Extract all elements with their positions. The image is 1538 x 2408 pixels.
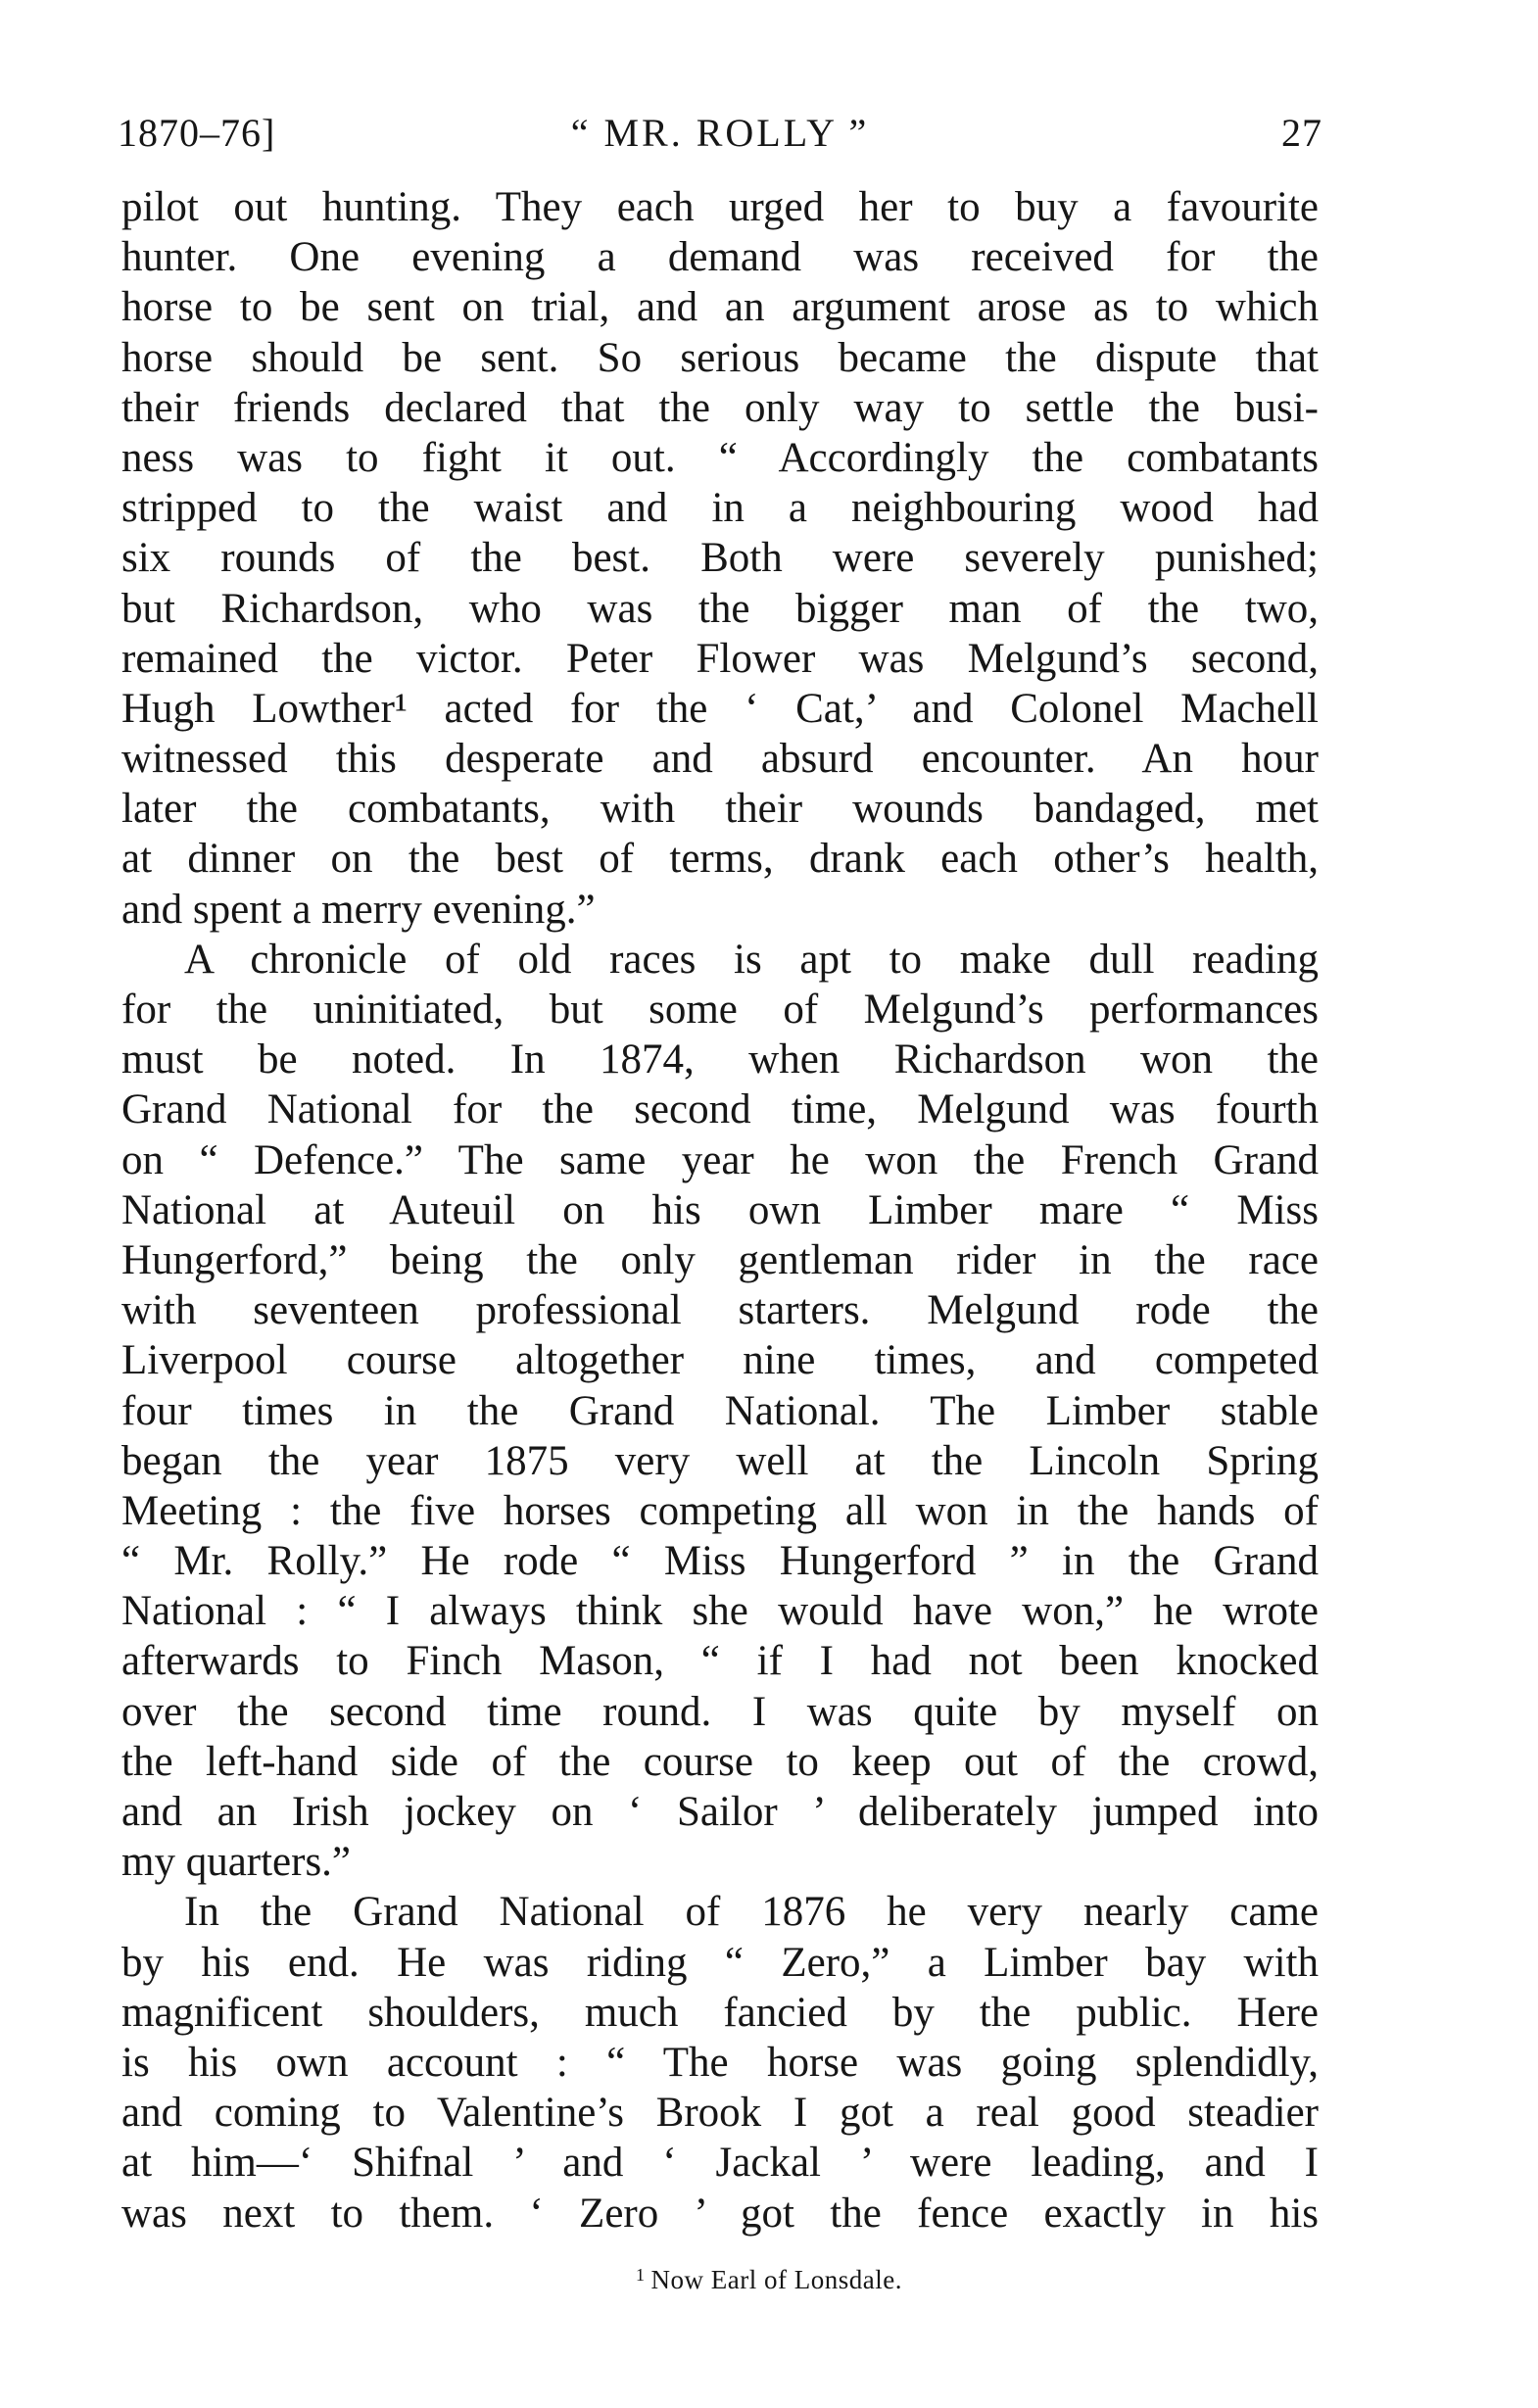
text-line: four times in the Grand National. The Limber stable bbox=[121, 1387, 1319, 1434]
text-line: and coming to Valentine’s Brook I got a real good steadier bbox=[121, 2090, 1319, 2137]
text-line: and an Irish jockey on ‘ Sailor ’ deliberately jumped into bbox=[121, 1789, 1319, 1835]
text-line: horse should be sent. So serious became the dispute that bbox=[121, 334, 1319, 381]
text-line: A chronicle of old races is apt to make dull reading bbox=[184, 936, 1319, 983]
text-line: Meeting : the five horses competing all won in the hands of bbox=[121, 1487, 1319, 1534]
text-line: Grand National for the second time, Melgund was fourth bbox=[121, 1086, 1319, 1133]
header-title: “ MR. ROLLY ” bbox=[570, 111, 870, 155]
footnote-marker: 1 bbox=[636, 2265, 646, 2285]
text-line: over the second time round. I was quite by myself on bbox=[121, 1688, 1319, 1735]
text-line: National at Auteuil on his own Limber mare “ Miss bbox=[121, 1186, 1319, 1233]
text-line: National : “ I always think she would have won,” he wrote bbox=[121, 1588, 1319, 1635]
header-date-range: 1870–76] bbox=[118, 111, 276, 155]
text-line: pilot out hunting. They each urged her to buy a favourite bbox=[121, 184, 1319, 230]
text-line: witnessed this desperate and absurd encounter. An hour bbox=[121, 736, 1319, 783]
text-line: on “ Defence.” The same year he won the French Grand bbox=[121, 1136, 1319, 1183]
text-line: ness was to fight it out. “ Accordingly the combatants bbox=[121, 434, 1319, 481]
text-line: magnificent shoulders, much fancied by the public. Here bbox=[121, 1989, 1319, 2036]
text-line: began the year 1875 very well at the Lincoln Spring bbox=[121, 1437, 1319, 1484]
text-line: six rounds of the best. Both were severely punished; bbox=[121, 535, 1319, 582]
text-line: for the uninitiated, but some of Melgund’s performances bbox=[121, 987, 1319, 1033]
text-line: Hugh Lowther¹ acted for the ‘ Cat,’ and Colonel Machell bbox=[121, 685, 1319, 732]
text-line: hunter. One evening a demand was received for the bbox=[121, 234, 1319, 281]
text-line: at dinner on the best of terms, drank each other’s health, bbox=[121, 836, 1319, 883]
text-line: at him—‘ Shifnal ’ and ‘ Jackal ’ were leading, and I bbox=[121, 2140, 1319, 2187]
text-line: but Richardson, who was the bigger man of the two, bbox=[121, 585, 1319, 632]
footnote-text: Now Earl of Lonsdale. bbox=[650, 2265, 902, 2294]
text-line: their friends declared that the only way to settle the busi- bbox=[121, 384, 1319, 431]
text-line: horse to be sent on trial, and an argument arose as to which bbox=[121, 284, 1319, 331]
footnote bbox=[0, 2265, 1538, 2295]
text-line: with seventeen professional starters. Melgund rode the bbox=[121, 1287, 1319, 1334]
text-line: and spent a merry evening.” bbox=[121, 886, 596, 933]
text-line: Hungerford,” being the only gentleman rider in the race bbox=[121, 1236, 1319, 1283]
text-line: the left-hand side of the course to keep out of the crowd, bbox=[121, 1738, 1319, 1785]
running-header bbox=[118, 110, 1322, 169]
text-line: afterwards to Finch Mason, “ if I had not been knocked bbox=[121, 1638, 1319, 1685]
page-number: 27 bbox=[1281, 111, 1322, 155]
text-line: In the Grand National of 1876 he very nearly came bbox=[184, 1889, 1319, 1936]
text-line: “ Mr. Rolly.” He rode “ Miss Hungerford ” in the Grand bbox=[121, 1538, 1319, 1585]
text-line: my quarters.” bbox=[121, 1839, 352, 1886]
text-line: Liverpool course altogether nine times, and competed bbox=[121, 1337, 1319, 1384]
text-line: is his own account : “ The horse was going splendidly, bbox=[121, 2039, 1319, 2086]
text-line: by his end. He was riding “ Zero,” a Limber bay with bbox=[121, 1939, 1319, 1986]
body-text bbox=[121, 182, 1319, 2239]
text-line: must be noted. In 1874, when Richardson won the bbox=[121, 1036, 1319, 1084]
text-line: was next to them. ‘ Zero ’ got the fence exactly in his bbox=[121, 2190, 1319, 2237]
text-line: stripped to the waist and in a neighbouring wood had bbox=[121, 485, 1319, 532]
text-line: remained the victor. Peter Flower was Melgund’s second, bbox=[121, 635, 1319, 682]
text-line: later the combatants, with their wounds bandaged, met bbox=[121, 786, 1319, 833]
